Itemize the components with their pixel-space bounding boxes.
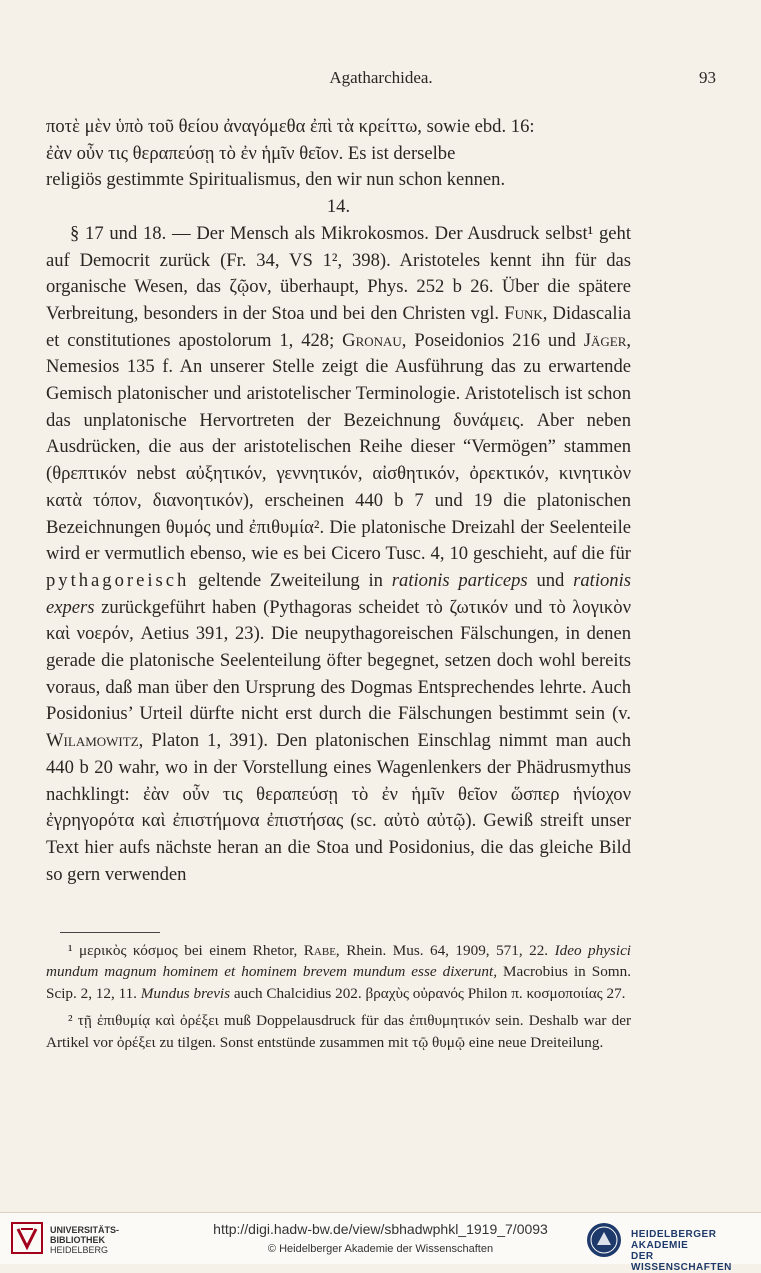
fn1-part-d: auch Chalcidius 202. βραχὺς οὐρανός Philon π. κοσμοποιίας 27. xyxy=(233,984,626,1002)
copyright-notice: © Heidelberger Akademie der Wissenschaften xyxy=(267,1243,494,1255)
italic-rationis-expers: rationis expers xyxy=(46,569,631,618)
fn1-part-b: Rhein. Mus. 64, 1909, 571, 22. xyxy=(346,942,549,959)
footnotes xyxy=(46,940,631,1059)
footnote-2: ² τῇ ἐπιθυμίᾳ καὶ ὀρέξει muß Doppelausdruck für das ἐπιθυμητικόν sein. Deshalb war der Artikel vor ὀρέξει zu tilgen. Sonst entstünde zusammen mit τῷ θυμῷ eine neue Dreiteilung. xyxy=(46,1012,631,1051)
academy-logo[interactable] xyxy=(585,1221,745,1273)
fn1-part-a: ¹ μερικὸς κόσμος bei einem Rhetor, xyxy=(68,942,298,959)
running-title: Agatharchidea. xyxy=(329,68,433,87)
ub-line-2: BIBLIOTHEK xyxy=(50,1235,105,1245)
permalink-url[interactable]: http://digi.hadw-bw.de/view/sbhadwphkl_1919_7/0093 xyxy=(213,1221,548,1237)
author-gronau: Gronau, xyxy=(342,329,407,351)
viewer-footer xyxy=(0,1212,761,1273)
para-part-f: und xyxy=(536,569,565,591)
academy-line-1: HEIDELBERGER AKADEMIE xyxy=(631,1229,717,1251)
italic-rationis-particeps: rationis particeps xyxy=(391,569,528,591)
para-part-c: Poseidonios 216 und xyxy=(414,329,576,351)
text-line-2: ἐὰν οὖν τις θεραπεύσῃ τὸ ἐν ἡμῖν θεῖον. Es ist derselbe xyxy=(46,142,456,164)
fn1-italic-mundus: Mundus brevis xyxy=(140,984,231,1002)
main-paragraph xyxy=(46,221,631,889)
ub-line-3: HEIDELBERG xyxy=(50,1245,109,1255)
para-part-g: zurückgeführt haben (Pythagoras scheidet τὸ ζωτικόν und τὸ λογικὸν καὶ νοερόν, Aetius 391, 23). Die neupythagoreischen Fälschungen, in denen gerade die platonische Seelenteilung öfter begegnet, setzen doch wohl bereits voraus, daß man über den Ursprung des Dogmas Entsprechendes lehrte. Auch Posidonius’ Urteil dürfte nicht erst durch die Fälschungen bestimmt sein (v. xyxy=(46,596,631,725)
footnote-1 xyxy=(46,940,631,1004)
para-part-h: Platon 1, 391). Den platonischen Einschlag nimmt man auch 440 b 20 wahr, wo in der Vorstellung eines Wagenlenkers der Phädrusmythus nachklingt: ἐὰν οὖν τις θεραπεύσῃ τὸ ἐν ἡμῖν θεῖον ὥσπερ ἡνίοχον ἐγρηγορότα καὶ ἐπιστήμονα ἐπιστήσας (sc. αὐτὸ αὐτῷ). Gewiß streift unser Text hier aufs nächste heran an die Stoa und Posidonius, die das gleiche Bild so gern verwenden xyxy=(46,730,632,885)
author-wilamowitz: Wilamowitz, xyxy=(46,730,144,752)
para-part-b: Didascalia et constitutiones apostolorum 1, 428; xyxy=(46,302,632,351)
academy-line-2: DER WISSENSCHAFTEN xyxy=(631,1251,732,1273)
section-number: 14. xyxy=(326,196,351,218)
para-part-d: Nemesios 135 f. An unserer Stelle zeigt die Ausführung das zu erwartende Gemisch platonischer und aristotelischer Terminologie. Aristotelisch ist schon das unplatonische Hervortreten der Bezeichnung δυνάμεις. Aber neben Ausdrücken, die aus der aristotelischen Reihe dieser “Vermögen” stammen (θρεπτικόν nebst αὐξητικόν, γεννητικόν, αἰσθητικόν, ὀρεκτικόν, κινητικὸν κατὰ τόπον, διανοητικόν), erscheinen 440 b 7 und 19 die platonischen Bezeichnungen θυμός und ἐπιθυμία². Die platonische Dreizahl der Seelenteile wird er vermutlich ebenso, wie es bei Cicero Tusc. 4, 10 geschieht, auf die für xyxy=(46,356,631,565)
text-line-3: religiös gestimmte Spiritualismus, den wir nun schon kennen. xyxy=(46,169,506,191)
academy-seal-icon xyxy=(585,1221,623,1259)
footnote-divider xyxy=(60,932,160,933)
author-jaeger: Jäger, xyxy=(583,329,632,351)
para-part-e: geltende Zweiteilung in xyxy=(198,569,383,591)
fn1-part-c: Macrobius in Somn. Scip. 2, 12, 11. xyxy=(46,963,632,1002)
text-line-1: ποτὲ μὲν ὑπὸ τοῦ θείου ἀναγόμεθα ἐπὶ τὰ κρείττω, sowie ebd. 16: xyxy=(46,116,535,137)
fn1-italic-quote: Ideo physici mundum magnum hominem et hominem brevem mundum esse dixerunt, xyxy=(46,942,632,981)
spaced-word: pythagoreisch xyxy=(46,569,190,591)
ub-line-1: UNIVERSITÄTS- xyxy=(50,1225,120,1235)
fn1-author-rabe: Rabe, xyxy=(303,942,340,959)
academy-logo-text xyxy=(631,1229,745,1273)
author-funk: Funk, xyxy=(504,302,548,324)
para-part-a: § 17 und 18. — Der Mensch als Mikrokosmos. Der Ausdruck selbst¹ geht auf Democrit zurück (Fr. 34, VS 1², 398). Aristoteles kennt ihn für das organische Wesen, das ζῷον, überhaupt, Phys. 252 b 26. Über die spätere Verbreitung, besonders in der Stoa und bei den Christen vgl. xyxy=(46,222,631,324)
running-head xyxy=(46,68,716,92)
main-text xyxy=(46,114,631,888)
page-number: 93 xyxy=(699,68,716,87)
